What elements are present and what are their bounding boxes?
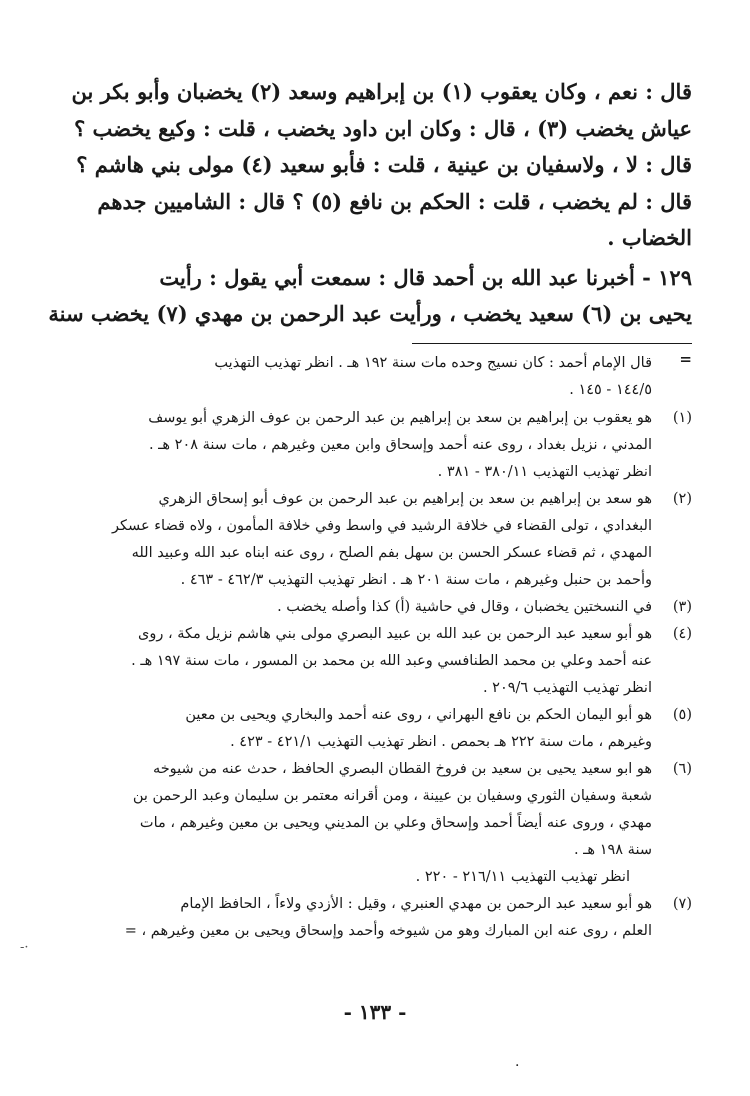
footnote-number: (٣) (672, 599, 692, 615)
footnote-5 (46, 702, 692, 756)
footnote-number: (٦) (672, 761, 692, 777)
footnote-number: (٧) (672, 896, 692, 912)
footnote-line: ١٤٤/٥ - ١٤٥ . (569, 382, 652, 398)
footnote-line: المدني ، نزيل بغداد ، روى عنه أحمد وإسحاق وابن معين وغيرهم ، مات سنة ٢٠٨ هـ . (148, 437, 652, 453)
footnote-continuation (46, 350, 692, 404)
print-speck: · (515, 1058, 520, 1074)
main-text-line: ١٢٩ - أخبرنا عبد الله بن أحمد قال : سمعت أبي يقول : رأيت (159, 264, 692, 290)
footnote-line: وأحمد بن حنبل وغيرهم ، مات سنة ٢٠١ هـ . انظر تهذيب التهذيب ٤٦٢/٣ - ٤٦٣ . (180, 572, 652, 588)
footnote-line: هو ابو سعيد يحيى بن سعيد بن فروخ القطان البصري الحافظ ، حدث عنه من شيوخه (152, 761, 652, 777)
footnote-1 (46, 405, 692, 486)
scan-mark: -· (20, 940, 29, 955)
footnote-line: انظر تهذيب التهذيب ٣٨٠/١١ - ٣٨١ . (437, 464, 652, 480)
footnote-line: البغدادي ، تولى القضاء في خلافة الرشيد في واسط وفي خلافة المأمون ، ولاه قضاء عسكر (112, 518, 652, 534)
main-text-line: يحيى بن (٦) سعيد يخضب ، ورأيت عبد الرحمن بن مهدي (٧) يخضب سنة (48, 301, 692, 326)
footnote-2 (46, 486, 692, 594)
footnote-3 (46, 594, 692, 621)
footnote-line: هو أبو سعيد عبد الرحمن بن عبد الله بن عبيد البصري مولى بني هاشم نزيل مكة ، روى (138, 626, 652, 642)
main-text-line: قال : لم يخضب ، قلت : الحكم بن نافع (٥) ؟ قال : الشاميين جدهم (97, 188, 692, 214)
footnote-separator (412, 343, 692, 344)
footnote-number: (٤) (672, 626, 692, 642)
footnotes (46, 405, 692, 945)
footnote-line: هو أبو سعيد عبد الرحمن بن مهدي العنبري ، وقيل : الأزدي ولاءاً ، الحافظ الإمام (180, 896, 652, 912)
main-text-line: عياش يخضب (٣) ، قال : وكان ابن داود يخضب ، قلت : وكيع يخضب ؟ (74, 115, 692, 141)
footnote-line: المهدي ، ثم قضاء عسكر الحسن بن سهل بفم الصلح ، روى عنه ابناه عبد الله وعبيد الله (131, 545, 652, 561)
footnote-line: مهدي ، وروى عنه أيضاً أحمد وإسحاق وعلي بن المديني ويحيى بن معين وغيرهم ، مات (139, 815, 652, 831)
footnote-number: (٢) (672, 491, 692, 507)
footnote-line: انظر تهذيب التهذيب ٢٠٩/٦ . (482, 680, 652, 696)
footnote-line: انظر تهذيب التهذيب ٢١٦/١١ - ٢٢٠ . (415, 869, 630, 885)
footnote-4 (46, 621, 692, 702)
footnote-line: عنه أحمد وعلي بن محمد الطنافسي وعبد الله بن محمد بن المسور ، مات سنة ١٩٧ هـ . (131, 653, 652, 669)
main-text (46, 74, 692, 333)
footnote-line: قال الإمام أحمد : كان نسيج وحده مات سنة ١٩٢ هـ . انظر تهذيب التهذيب (214, 355, 652, 371)
footnote-line: وغيرهم ، مات سنة ٢٢٢ هـ بحمص . انظر تهذيب التهذيب ٤٢١/١ - ٤٢٣ . (230, 734, 652, 750)
footnote-line: هو يعقوب بن إبراهيم بن سعد بن إبراهيم بن عبد الرحمن بن عوف الزهري أبو يوسف (148, 410, 652, 426)
footnote-line: شعبة وسفيان الثوري وسفيان بن عيينة ، ومن أقرانه معتمر بن سليمان وعبد الرحمن بن (132, 788, 652, 804)
footnote-7 (46, 891, 692, 945)
footnote-6 (46, 756, 692, 891)
footnote-line: العلم ، روى عنه ابن المبارك وهو من شيوخه وأحمد وإسحاق ويحيى بن معين وغيرهم ، = (124, 923, 652, 939)
footnote-number: (١) (672, 410, 692, 426)
footnote-line: هو سعد بن إبراهيم بن سعد بن إبراهيم بن عبد الرحمن بن عوف أبو إسحاق الزهري (158, 491, 652, 507)
main-text-line: قال : نعم ، وكان يعقوب (١) بن إبراهيم وسعد (٢) يخضبان وأبو بكر بن (71, 79, 692, 104)
main-text-line: قال : لا ، ولاسفيان بن عينية ، قلت : فأبو سعيد (٤) مولى بني هاشم ؟ (76, 152, 692, 177)
footnote-number: (٥) (672, 707, 692, 723)
footnote-line: هو أبو اليمان الحكم بن نافع البهراني ، روى عنه أحمد والبخاري ويحيى بن معين (185, 707, 652, 723)
main-text-line: الخضاب . (607, 225, 692, 250)
page-number: - ١٣٣ - (343, 1000, 407, 1024)
footnote-line: سنة ١٩٨ هـ . (573, 842, 652, 858)
footnote-line: في النسختين يخضبان ، وقال في حاشية (أ) كذا وأصله يخضب . (277, 599, 652, 615)
continuation-marker: = (679, 350, 692, 368)
